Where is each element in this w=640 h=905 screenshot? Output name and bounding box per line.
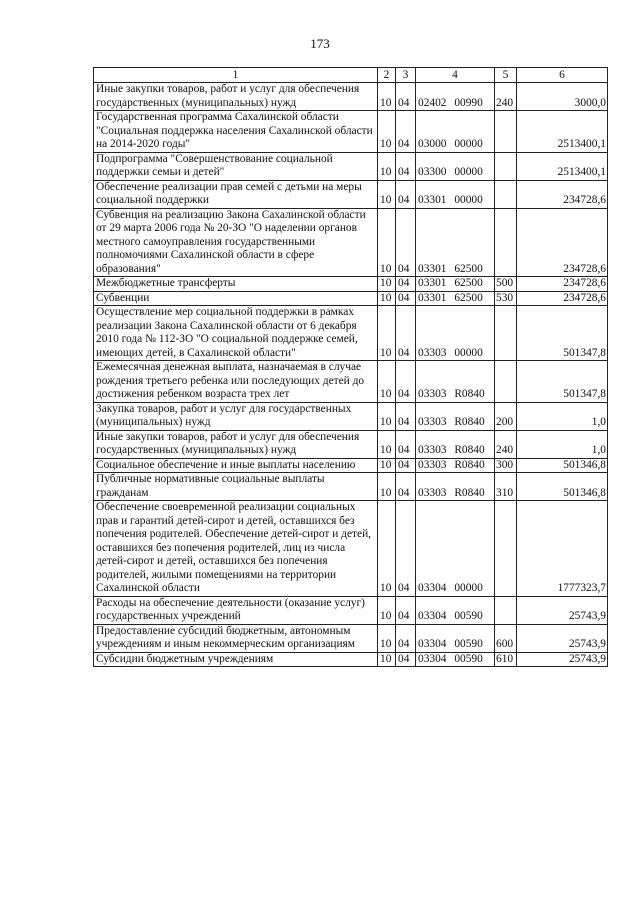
row-type-cell: 240 <box>495 430 517 458</box>
table-row <box>94 306 608 361</box>
row-subsection-cell: 04 <box>396 458 416 473</box>
row-amount-cell: 25743,9 <box>517 652 608 667</box>
row-subsection-cell: 04 <box>396 208 416 277</box>
row-section-cell: 10 <box>378 652 396 667</box>
row-type-cell: 240 <box>495 83 517 111</box>
row-code-cell: 02402 00990 <box>416 83 495 111</box>
row-name-cell: Предоставление субсидий бюджетным, автономным учреждениям и иным некоммерческим организациям <box>94 624 378 652</box>
row-name-cell: Обеспечение своевременной реализации социальных прав и гарантий детей-сирот и детей, оставшихся без попечения родителей. Обеспечение детей-сирот и детей, оставшихся без попечения родителей, лиц из числа детей-сирот и детей, оставшихся без попечения родителей, жилыми помещениями на территории Сахалинской области <box>94 501 378 597</box>
row-section-cell: 10 <box>378 208 396 277</box>
header-col-3: 3 <box>396 68 416 83</box>
row-amount-cell: 501347,8 <box>517 306 608 361</box>
row-name-cell: Подпрограмма "Совершенствование социальной поддержки семьи и детей" <box>94 152 378 180</box>
row-subsection-cell: 04 <box>396 291 416 306</box>
table-row <box>94 458 608 473</box>
header-col-5: 5 <box>495 68 517 83</box>
row-type-cell <box>495 361 517 403</box>
row-code-cell: 03301 62500 <box>416 291 495 306</box>
row-name-cell: Ежемесячная денежная выплата, назначаемая в случае рождения третьего ребенка или последующих детей до достижения ребенком возраста трех лет <box>94 361 378 403</box>
row-amount-cell: 1,0 <box>517 402 608 430</box>
row-code-cell: 03304 00590 <box>416 624 495 652</box>
row-code-cell: 03303 R0840 <box>416 402 495 430</box>
row-section-cell: 10 <box>378 306 396 361</box>
header-col-1: 1 <box>94 68 378 83</box>
row-type-cell <box>495 208 517 277</box>
row-subsection-cell: 04 <box>396 596 416 624</box>
row-section-cell: 10 <box>378 180 396 208</box>
row-amount-cell: 234728,6 <box>517 277 608 292</box>
row-amount-cell: 1777323,7 <box>517 501 608 597</box>
row-subsection-cell: 04 <box>396 111 416 153</box>
row-section-cell: 10 <box>378 291 396 306</box>
row-code-cell: 03303 R0840 <box>416 430 495 458</box>
row-amount-cell: 501346,8 <box>517 458 608 473</box>
row-section-cell: 10 <box>378 596 396 624</box>
row-section-cell: 10 <box>378 152 396 180</box>
row-name-cell: Публичные нормативные социальные выплаты гражданам <box>94 473 378 501</box>
row-type-cell: 310 <box>495 473 517 501</box>
row-subsection-cell: 04 <box>396 624 416 652</box>
table-row <box>94 111 608 153</box>
row-name-cell: Иные закупки товаров, работ и услуг для обеспечения государственных (муниципальных) нужд <box>94 83 378 111</box>
row-code-cell: 03301 00000 <box>416 180 495 208</box>
row-type-cell: 300 <box>495 458 517 473</box>
table-row <box>94 473 608 501</box>
row-name-cell: Обеспечение реализации прав семей с детьми на меры социальной поддержки <box>94 180 378 208</box>
row-section-cell: 10 <box>378 277 396 292</box>
row-type-cell <box>495 180 517 208</box>
row-section-cell: 10 <box>378 111 396 153</box>
row-section-cell: 10 <box>378 83 396 111</box>
row-amount-cell: 501346,8 <box>517 473 608 501</box>
row-amount-cell: 234728,6 <box>517 208 608 277</box>
row-type-cell <box>495 306 517 361</box>
header-col-4: 4 <box>416 68 495 83</box>
row-section-cell: 10 <box>378 361 396 403</box>
row-subsection-cell: 04 <box>396 361 416 403</box>
row-code-cell: 03301 62500 <box>416 277 495 292</box>
row-subsection-cell: 04 <box>396 277 416 292</box>
row-type-cell: 600 <box>495 624 517 652</box>
row-name-cell: Субсидии бюджетным учреждениям <box>94 652 378 667</box>
row-subsection-cell: 04 <box>396 402 416 430</box>
row-type-cell <box>495 501 517 597</box>
header-row <box>94 68 608 83</box>
row-section-cell: 10 <box>378 402 396 430</box>
table-row <box>94 83 608 111</box>
row-code-cell: 03303 00000 <box>416 306 495 361</box>
row-amount-cell: 1,0 <box>517 430 608 458</box>
row-type-cell <box>495 596 517 624</box>
row-name-cell: Закупка товаров, работ и услуг для государственных (муниципальных) нужд <box>94 402 378 430</box>
row-code-cell: 03303 R0840 <box>416 473 495 501</box>
row-code-cell: 03303 R0840 <box>416 361 495 403</box>
row-amount-cell: 2513400,1 <box>517 111 608 153</box>
row-subsection-cell: 04 <box>396 180 416 208</box>
row-subsection-cell: 04 <box>396 152 416 180</box>
row-subsection-cell: 04 <box>396 652 416 667</box>
row-name-cell: Субвенции <box>94 291 378 306</box>
table-row <box>94 596 608 624</box>
row-subsection-cell: 04 <box>396 306 416 361</box>
table-row <box>94 277 608 292</box>
table-row <box>94 402 608 430</box>
row-type-cell <box>495 111 517 153</box>
row-section-cell: 10 <box>378 624 396 652</box>
row-name-cell: Субвенция на реализацию Закона Сахалинской области от 29 марта 2006 года № 20-ЗО "О наделении органов местного самоуправления государственными полномочиями Сахалинской области в сфере образования" <box>94 208 378 277</box>
row-amount-cell: 234728,6 <box>517 291 608 306</box>
row-type-cell: 200 <box>495 402 517 430</box>
table-row <box>94 361 608 403</box>
row-code-cell: 03301 62500 <box>416 208 495 277</box>
row-section-cell: 10 <box>378 430 396 458</box>
row-subsection-cell: 04 <box>396 83 416 111</box>
table-row <box>94 501 608 597</box>
row-subsection-cell: 04 <box>396 473 416 501</box>
page-number: 173 <box>310 36 330 51</box>
header-col-6: 6 <box>517 68 608 83</box>
row-type-cell: 500 <box>495 277 517 292</box>
table-row <box>94 152 608 180</box>
row-section-cell: 10 <box>378 501 396 597</box>
row-subsection-cell: 04 <box>396 501 416 597</box>
row-type-cell: 530 <box>495 291 517 306</box>
row-code-cell: 03300 00000 <box>416 152 495 180</box>
row-amount-cell: 501347,8 <box>517 361 608 403</box>
row-name-cell: Социальное обеспечение и иные выплаты населению <box>94 458 378 473</box>
row-code-cell: 03304 00590 <box>416 596 495 624</box>
row-type-cell <box>495 152 517 180</box>
row-name-cell: Иные закупки товаров, работ и услуг для обеспечения государственных (муниципальных) нужд <box>94 430 378 458</box>
row-amount-cell: 25743,9 <box>517 624 608 652</box>
row-amount-cell: 234728,6 <box>517 180 608 208</box>
row-code-cell: 03000 00000 <box>416 111 495 153</box>
row-name-cell: Межбюджетные трансферты <box>94 277 378 292</box>
row-amount-cell: 3000,0 <box>517 83 608 111</box>
header-col-2: 2 <box>378 68 396 83</box>
table-row <box>94 652 608 667</box>
row-code-cell: 03304 00000 <box>416 501 495 597</box>
table-row <box>94 180 608 208</box>
row-subsection-cell: 04 <box>396 430 416 458</box>
table-row <box>94 208 608 277</box>
table-row <box>94 624 608 652</box>
row-type-cell: 610 <box>495 652 517 667</box>
row-amount-cell: 25743,9 <box>517 596 608 624</box>
row-name-cell: Расходы на обеспечение деятельности (оказание услуг) государственных учреждений <box>94 596 378 624</box>
row-section-cell: 10 <box>378 458 396 473</box>
row-name-cell: Государственная программа Сахалинской области "Социальная поддержка населения Сахалинской области на 2014-2020 годы" <box>94 111 378 153</box>
row-section-cell: 10 <box>378 473 396 501</box>
table-row <box>94 430 608 458</box>
budget-table <box>93 67 608 667</box>
row-code-cell: 03304 00590 <box>416 652 495 667</box>
row-code-cell: 03303 R0840 <box>416 458 495 473</box>
row-amount-cell: 2513400,1 <box>517 152 608 180</box>
table-row <box>94 291 608 306</box>
row-name-cell: Осуществление мер социальной поддержки в рамках реализации Закона Сахалинской области от 6 декабря 2010 года № 112-ЗО "О социальной поддержке семей, имеющих детей, в Сахалинской области" <box>94 306 378 361</box>
